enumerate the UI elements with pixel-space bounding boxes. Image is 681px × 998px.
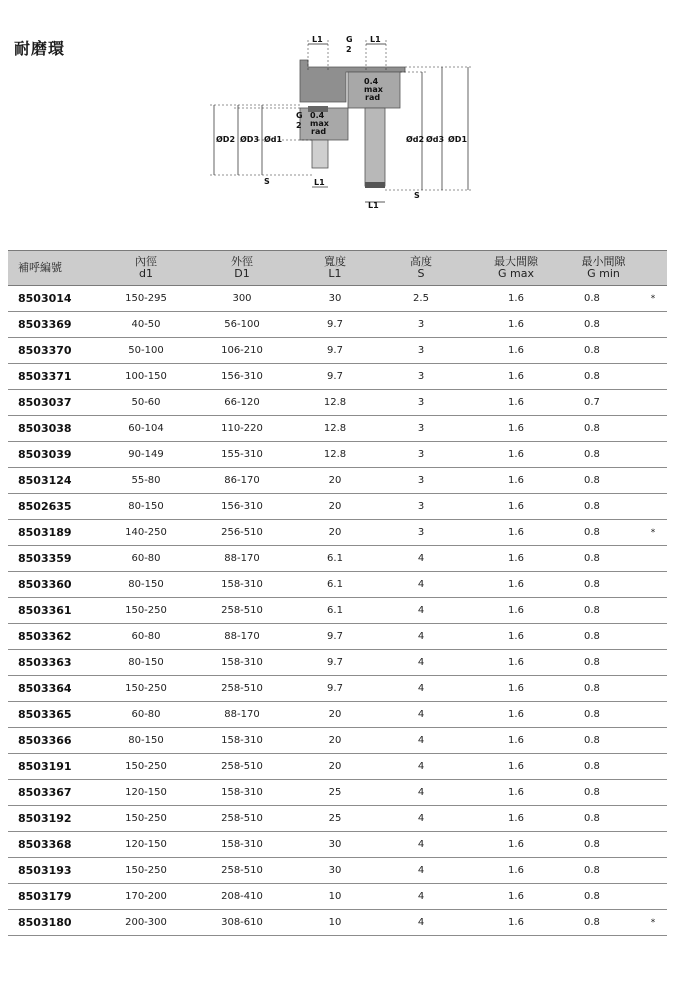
max-04-label-top: 0.4	[364, 77, 379, 86]
table-row	[8, 286, 667, 312]
cell-height: 4	[378, 702, 464, 728]
table-row	[8, 338, 667, 364]
cell-inner-diameter: 80-150	[100, 494, 192, 520]
header-part-number	[8, 251, 100, 286]
cell-min-gap: 0.8	[568, 624, 639, 650]
cell-max-gap: 1.6	[464, 754, 568, 780]
cell-outer-diameter: 156-310	[192, 494, 292, 520]
max-label-top: max	[364, 85, 383, 94]
cell-height: 4	[378, 546, 464, 572]
cell-inner-diameter: 55-80	[100, 468, 192, 494]
cell-note	[639, 728, 667, 754]
cell-part-number: 8503360	[8, 572, 100, 598]
cell-max-gap: 1.6	[464, 364, 568, 390]
header-min-gap	[568, 251, 639, 286]
cell-inner-diameter: 60-80	[100, 546, 192, 572]
cell-height: 4	[378, 884, 464, 910]
table-row	[8, 910, 667, 936]
cell-note: *	[639, 286, 667, 312]
table-row	[8, 624, 667, 650]
table-row	[8, 442, 667, 468]
table-header-row	[8, 251, 667, 286]
cell-max-gap: 1.6	[464, 546, 568, 572]
cell-max-gap: 1.6	[464, 650, 568, 676]
header-min-gap-line1: 最小間隙	[581, 255, 626, 268]
cell-note	[639, 442, 667, 468]
cell-inner-diameter: 150-250	[100, 676, 192, 702]
cell-outer-diameter: 308-610	[192, 910, 292, 936]
cell-part-number: 8503368	[8, 832, 100, 858]
cell-inner-diameter: 40-50	[100, 312, 192, 338]
d1-label-right: ØD1	[448, 135, 468, 144]
cell-width: 9.7	[292, 364, 378, 390]
header-outer-diameter-line2: D1	[234, 267, 250, 280]
cell-height: 4	[378, 780, 464, 806]
cell-inner-diameter: 170-200	[100, 884, 192, 910]
cell-width: 20	[292, 754, 378, 780]
cell-part-number: 8503366	[8, 728, 100, 754]
cell-height: 4	[378, 598, 464, 624]
cell-outer-diameter: 88-170	[192, 546, 292, 572]
d3-label-left: ØD3	[240, 135, 260, 144]
cell-width: 25	[292, 806, 378, 832]
cell-note	[639, 650, 667, 676]
g-label-mid: G	[296, 111, 303, 120]
cell-note: *	[639, 910, 667, 936]
cell-width: 20	[292, 520, 378, 546]
d1-label-left: Ød1	[264, 135, 283, 144]
cell-height: 3	[378, 416, 464, 442]
cell-width: 9.7	[292, 650, 378, 676]
cell-note	[639, 338, 667, 364]
cell-width: 6.1	[292, 572, 378, 598]
two-label-top: 2	[346, 45, 352, 54]
cell-min-gap: 0.8	[568, 468, 639, 494]
cell-max-gap: 1.6	[464, 728, 568, 754]
cell-inner-diameter: 150-250	[100, 806, 192, 832]
cell-height: 4	[378, 624, 464, 650]
cell-part-number: 8503039	[8, 442, 100, 468]
cell-width: 30	[292, 832, 378, 858]
cell-part-number: 8503124	[8, 468, 100, 494]
cell-min-gap: 0.8	[568, 780, 639, 806]
s-label-left: S	[264, 177, 270, 186]
cell-note	[639, 624, 667, 650]
header-inner-diameter-line1: 內徑	[135, 255, 157, 268]
cell-min-gap: 0.7	[568, 390, 639, 416]
cell-inner-diameter: 80-150	[100, 650, 192, 676]
cell-max-gap: 1.6	[464, 598, 568, 624]
cell-note	[639, 312, 667, 338]
cell-note	[639, 676, 667, 702]
cell-part-number: 8503365	[8, 702, 100, 728]
cell-width: 9.7	[292, 676, 378, 702]
cell-outer-diameter: 88-170	[192, 624, 292, 650]
cell-outer-diameter: 110-220	[192, 416, 292, 442]
cell-max-gap: 1.6	[464, 806, 568, 832]
cell-note	[639, 754, 667, 780]
header-inner-diameter-line2: d1	[139, 267, 153, 280]
cell-width: 10	[292, 910, 378, 936]
cell-inner-diameter: 100-150	[100, 364, 192, 390]
cell-width: 20	[292, 494, 378, 520]
cell-outer-diameter: 56-100	[192, 312, 292, 338]
cell-max-gap: 1.6	[464, 858, 568, 884]
cell-part-number: 8503367	[8, 780, 100, 806]
cell-outer-diameter: 158-310	[192, 832, 292, 858]
cell-height: 3	[378, 338, 464, 364]
table-row	[8, 780, 667, 806]
cell-height: 3	[378, 312, 464, 338]
cell-max-gap: 1.6	[464, 416, 568, 442]
cell-min-gap: 0.8	[568, 442, 639, 468]
table-row	[8, 858, 667, 884]
cell-max-gap: 1.6	[464, 442, 568, 468]
header-outer-diameter-line1: 外徑	[231, 255, 253, 268]
cell-part-number: 8503014	[8, 286, 100, 312]
cell-max-gap: 1.6	[464, 884, 568, 910]
cell-part-number: 8503364	[8, 676, 100, 702]
cell-height: 4	[378, 676, 464, 702]
rad-label-top: rad	[365, 93, 381, 102]
cell-min-gap: 0.8	[568, 546, 639, 572]
cell-height: 3	[378, 494, 464, 520]
cell-height: 4	[378, 754, 464, 780]
table-row	[8, 728, 667, 754]
cell-height: 4	[378, 650, 464, 676]
cell-note: *	[639, 520, 667, 546]
cell-outer-diameter: 208-410	[192, 884, 292, 910]
cell-max-gap: 1.6	[464, 910, 568, 936]
cell-width: 30	[292, 286, 378, 312]
cell-min-gap: 0.8	[568, 806, 639, 832]
cell-note	[639, 702, 667, 728]
table-row	[8, 572, 667, 598]
header-height-line2: S	[417, 267, 425, 280]
d2-label-right: Ød2	[406, 135, 425, 144]
page-title: 耐磨環	[14, 39, 66, 58]
l1-label-bottom-left: L1	[314, 178, 325, 187]
cell-inner-diameter: 140-250	[100, 520, 192, 546]
cell-width: 20	[292, 728, 378, 754]
cell-part-number: 8503189	[8, 520, 100, 546]
cell-part-number: 8503179	[8, 884, 100, 910]
cell-min-gap: 0.8	[568, 754, 639, 780]
cell-width: 9.7	[292, 312, 378, 338]
cell-part-number: 8503180	[8, 910, 100, 936]
cell-height: 3	[378, 390, 464, 416]
table-row	[8, 832, 667, 858]
cell-note	[639, 858, 667, 884]
l1-label-top-left: L1	[312, 35, 323, 44]
cell-outer-diameter: 158-310	[192, 650, 292, 676]
cell-part-number: 8503359	[8, 546, 100, 572]
rad-label-mid: rad	[311, 127, 327, 136]
cell-outer-diameter: 158-310	[192, 780, 292, 806]
cell-outer-diameter: 158-310	[192, 572, 292, 598]
cell-outer-diameter: 66-120	[192, 390, 292, 416]
cell-note	[639, 806, 667, 832]
header-height-line1: 高度	[410, 255, 432, 268]
table-row	[8, 702, 667, 728]
cell-inner-diameter: 50-100	[100, 338, 192, 364]
table-row	[8, 546, 667, 572]
cell-max-gap: 1.6	[464, 624, 568, 650]
cell-note	[639, 416, 667, 442]
cell-height: 3	[378, 468, 464, 494]
cell-part-number: 8503191	[8, 754, 100, 780]
cell-width: 6.1	[292, 598, 378, 624]
cell-outer-diameter: 256-510	[192, 520, 292, 546]
cell-height: 4	[378, 858, 464, 884]
cell-inner-diameter: 60-104	[100, 416, 192, 442]
cell-inner-diameter: 90-149	[100, 442, 192, 468]
cell-min-gap: 0.8	[568, 520, 639, 546]
cell-min-gap: 0.8	[568, 832, 639, 858]
cell-min-gap: 0.8	[568, 312, 639, 338]
cell-height: 4	[378, 832, 464, 858]
table-row	[8, 598, 667, 624]
cell-outer-diameter: 155-310	[192, 442, 292, 468]
header-outer-diameter	[192, 251, 292, 286]
cell-inner-diameter: 50-60	[100, 390, 192, 416]
cell-note	[639, 494, 667, 520]
cell-min-gap: 0.8	[568, 676, 639, 702]
cell-outer-diameter: 158-310	[192, 728, 292, 754]
cell-height: 3	[378, 442, 464, 468]
cell-min-gap: 0.8	[568, 286, 639, 312]
cell-part-number: 8503192	[8, 806, 100, 832]
cell-min-gap: 0.8	[568, 338, 639, 364]
cell-inner-diameter: 80-150	[100, 728, 192, 754]
cell-max-gap: 1.6	[464, 520, 568, 546]
cell-note	[639, 572, 667, 598]
table-row	[8, 468, 667, 494]
cell-max-gap: 1.6	[464, 286, 568, 312]
cell-max-gap: 1.6	[464, 702, 568, 728]
cell-outer-diameter: 258-510	[192, 806, 292, 832]
header-note	[639, 251, 667, 286]
cell-note	[639, 364, 667, 390]
cell-max-gap: 1.6	[464, 572, 568, 598]
cell-min-gap: 0.8	[568, 364, 639, 390]
cell-outer-diameter: 106-210	[192, 338, 292, 364]
cell-width: 20	[292, 702, 378, 728]
cell-width: 25	[292, 780, 378, 806]
cell-height: 4	[378, 728, 464, 754]
cell-part-number: 8503363	[8, 650, 100, 676]
table-row	[8, 416, 667, 442]
cell-width: 12.8	[292, 442, 378, 468]
header-max-gap-line1: 最大間隙	[494, 255, 538, 268]
cell-height: 4	[378, 572, 464, 598]
cell-note	[639, 546, 667, 572]
cell-inner-diameter: 150-250	[100, 598, 192, 624]
cell-width: 12.8	[292, 390, 378, 416]
s-label-right: S	[414, 191, 420, 200]
cell-note	[639, 884, 667, 910]
cell-inner-diameter: 120-150	[100, 832, 192, 858]
table-row	[8, 650, 667, 676]
cell-outer-diameter: 258-510	[192, 598, 292, 624]
cell-height: 4	[378, 910, 464, 936]
max-04-label-mid: 0.4	[310, 111, 325, 120]
cell-part-number: 8503362	[8, 624, 100, 650]
d2-label-left: ØD2	[216, 135, 236, 144]
cell-note	[639, 390, 667, 416]
cell-inner-diameter: 150-250	[100, 754, 192, 780]
cell-part-number: 8503369	[8, 312, 100, 338]
header-inner-diameter	[100, 251, 192, 286]
cell-part-number: 8503361	[8, 598, 100, 624]
table-row	[8, 884, 667, 910]
two-label-mid: 2	[296, 121, 302, 130]
cell-width: 20	[292, 468, 378, 494]
cell-max-gap: 1.6	[464, 468, 568, 494]
cell-note	[639, 468, 667, 494]
cell-inner-diameter: 200-300	[100, 910, 192, 936]
cell-min-gap: 0.8	[568, 494, 639, 520]
max-label-mid: max	[310, 119, 329, 128]
table-row	[8, 364, 667, 390]
cell-height: 3	[378, 364, 464, 390]
l1-label-top-right: L1	[370, 35, 381, 44]
cell-inner-diameter: 80-150	[100, 572, 192, 598]
cell-max-gap: 1.6	[464, 780, 568, 806]
cell-min-gap: 0.8	[568, 702, 639, 728]
cell-part-number: 8503370	[8, 338, 100, 364]
cell-min-gap: 0.8	[568, 910, 639, 936]
cell-min-gap: 0.8	[568, 572, 639, 598]
cell-outer-diameter: 258-510	[192, 676, 292, 702]
cell-outer-diameter: 88-170	[192, 702, 292, 728]
cell-note	[639, 832, 667, 858]
header-min-gap-line2: G min	[587, 267, 620, 280]
table-row	[8, 312, 667, 338]
cell-width: 9.7	[292, 624, 378, 650]
header-width	[292, 251, 378, 286]
cell-width: 12.8	[292, 416, 378, 442]
cell-inner-diameter: 150-295	[100, 286, 192, 312]
cell-max-gap: 1.6	[464, 338, 568, 364]
cell-inner-diameter: 120-150	[100, 780, 192, 806]
cell-height: 3	[378, 520, 464, 546]
cell-min-gap: 0.8	[568, 728, 639, 754]
header-width-line2: L1	[328, 267, 342, 280]
cell-part-number: 8503193	[8, 858, 100, 884]
header-width-line1: 寬度	[324, 255, 346, 268]
cell-width: 9.7	[292, 338, 378, 364]
table-row	[8, 754, 667, 780]
header-max-gap-line2: G max	[498, 267, 534, 280]
cell-max-gap: 1.6	[464, 494, 568, 520]
cell-max-gap: 1.6	[464, 832, 568, 858]
table-row	[8, 806, 667, 832]
cell-inner-diameter: 60-80	[100, 624, 192, 650]
cell-part-number: 8503371	[8, 364, 100, 390]
cell-width: 6.1	[292, 546, 378, 572]
cell-inner-diameter: 60-80	[100, 702, 192, 728]
header-max-gap	[464, 251, 568, 286]
cell-min-gap: 0.8	[568, 416, 639, 442]
header-height	[378, 251, 464, 286]
cell-width: 10	[292, 884, 378, 910]
cell-note	[639, 780, 667, 806]
cell-max-gap: 1.6	[464, 390, 568, 416]
cell-max-gap: 1.6	[464, 676, 568, 702]
cell-outer-diameter: 86-170	[192, 468, 292, 494]
cell-outer-diameter: 258-510	[192, 754, 292, 780]
cell-outer-diameter: 156-310	[192, 364, 292, 390]
table-row	[8, 494, 667, 520]
cell-min-gap: 0.8	[568, 650, 639, 676]
table-row	[8, 520, 667, 546]
cell-max-gap: 1.6	[464, 312, 568, 338]
cell-part-number: 8503038	[8, 416, 100, 442]
cell-outer-diameter: 300	[192, 286, 292, 312]
cell-outer-diameter: 258-510	[192, 858, 292, 884]
cell-note	[639, 598, 667, 624]
header-part-number-line1: 補呼編號	[18, 261, 62, 274]
cell-width: 30	[292, 858, 378, 884]
cell-inner-diameter: 150-250	[100, 858, 192, 884]
table-row	[8, 676, 667, 702]
d3-label-right: Ød3	[426, 135, 445, 144]
l1-label-bottom-right: L1	[368, 201, 379, 210]
cell-min-gap: 0.8	[568, 858, 639, 884]
wear-ring-cross-section-diagram	[200, 30, 490, 215]
cell-part-number: 8502635	[8, 494, 100, 520]
wear-ring-spec-table	[8, 250, 667, 936]
cell-part-number: 8503037	[8, 390, 100, 416]
table-row	[8, 390, 667, 416]
g-label-top: G	[346, 35, 353, 44]
cell-min-gap: 0.8	[568, 598, 639, 624]
cell-height: 2.5	[378, 286, 464, 312]
cell-min-gap: 0.8	[568, 884, 639, 910]
cell-height: 4	[378, 806, 464, 832]
